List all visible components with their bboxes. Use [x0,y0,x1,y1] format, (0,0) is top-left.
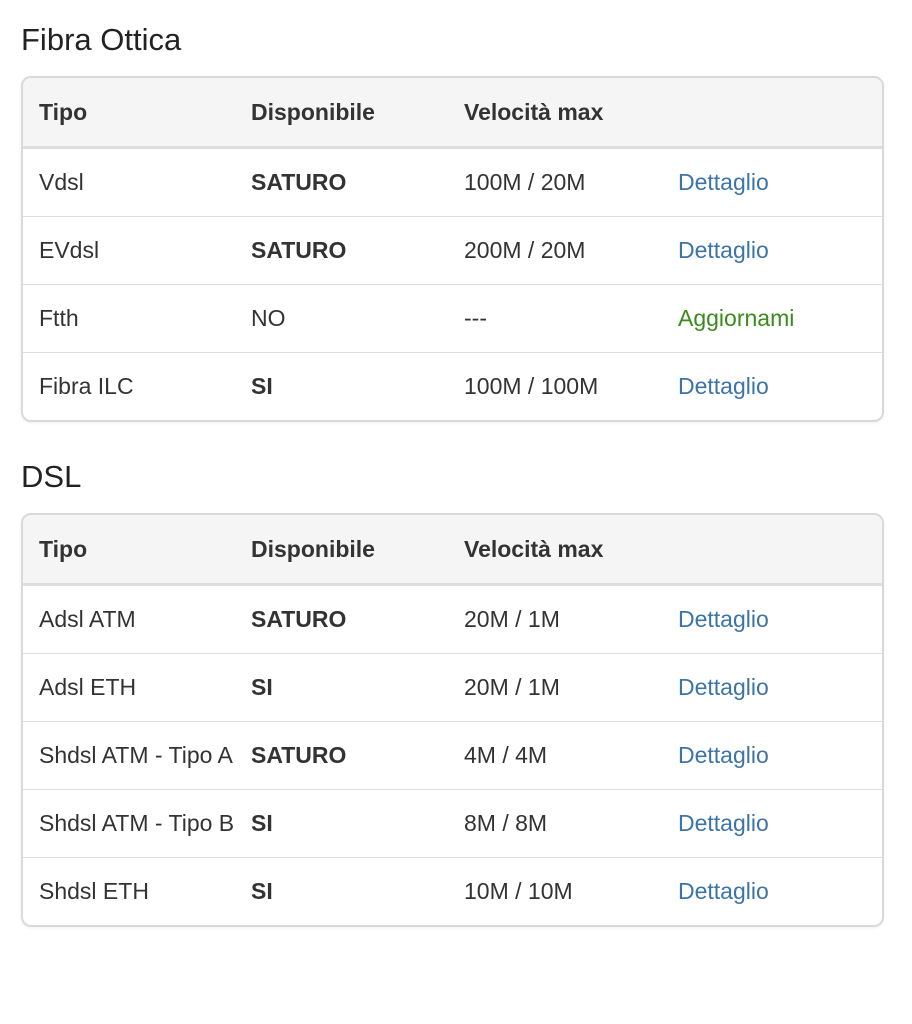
cell-tipo: Adsl ETH [23,654,235,722]
cell-tipo: Fibra ILC [23,353,235,421]
column-header-disponibile: Disponibile [235,78,448,148]
table-row [23,858,882,926]
cell-disponibile: SI [235,858,448,926]
table-row [23,217,882,285]
table-row [23,285,882,353]
section-title-fibra-ottica: Fibra Ottica [21,22,182,57]
table-header-row [23,78,882,148]
cell-velocita: 100M / 20M [464,169,586,195]
column-header-velocita-max: Velocità max [448,78,662,148]
cell-velocita: 100M / 100M [448,353,662,421]
aggiornami-link[interactable]: Aggiornami [678,305,795,331]
dsl-table-panel [21,513,884,927]
cell-tipo: Vdsl [39,169,84,195]
cell-tipo: Shdsl ATM - Tipo A [23,722,235,790]
cell-velocita: --- [448,285,662,353]
cell-disponibile: SATURO [251,606,347,632]
table-row [23,654,882,722]
fibra-ottica-table [23,78,882,420]
cell-disponibile: NO [235,285,448,353]
dettaglio-link[interactable]: Dettaglio [678,674,769,700]
cell-disponibile: SATURO [235,217,448,285]
dettaglio-link[interactable]: Dettaglio [678,237,769,263]
cell-disponibile: SATURO [251,169,347,195]
cell-tipo: Adsl ATM [39,606,136,632]
column-header-azione [662,515,882,585]
table-row [23,353,882,421]
table-row [23,790,882,858]
cell-disponibile: SI [235,353,448,421]
column-header-tipo: Tipo [23,78,235,148]
section-title-dsl: DSL [21,459,82,494]
cell-velocita: 20M / 1M [448,654,662,722]
cell-velocita: 10M / 10M [448,858,662,926]
column-header-tipo: Tipo [23,515,235,585]
cell-velocita: 8M / 8M [448,790,662,858]
table-header-row [23,515,882,585]
column-header-disponibile: Disponibile [235,515,448,585]
fibra-ottica-table-panel [21,76,884,422]
table-row [23,585,882,654]
cell-tipo: Shdsl ETH [23,858,235,926]
dettaglio-link[interactable]: Dettaglio [678,810,769,836]
cell-tipo: Ftth [23,285,235,353]
cell-velocita: 20M / 1M [464,606,560,632]
cell-tipo: Shdsl ATM - Tipo B [23,790,235,858]
dettaglio-link[interactable]: Dettaglio [678,373,769,399]
dettaglio-link[interactable]: Dettaglio [678,878,769,904]
column-header-azione [662,78,882,148]
dettaglio-link[interactable]: Dettaglio [678,606,769,632]
cell-disponibile: SI [235,654,448,722]
cell-tipo: EVdsl [23,217,235,285]
dettaglio-link[interactable]: Dettaglio [678,169,769,195]
column-header-velocita-max: Velocità max [448,515,662,585]
cell-disponibile: SATURO [235,722,448,790]
dsl-table [23,515,882,925]
cell-disponibile: SI [235,790,448,858]
table-row [23,722,882,790]
table-row [23,148,882,217]
dettaglio-link[interactable]: Dettaglio [678,742,769,768]
cell-velocita: 200M / 20M [448,217,662,285]
cell-velocita: 4M / 4M [448,722,662,790]
